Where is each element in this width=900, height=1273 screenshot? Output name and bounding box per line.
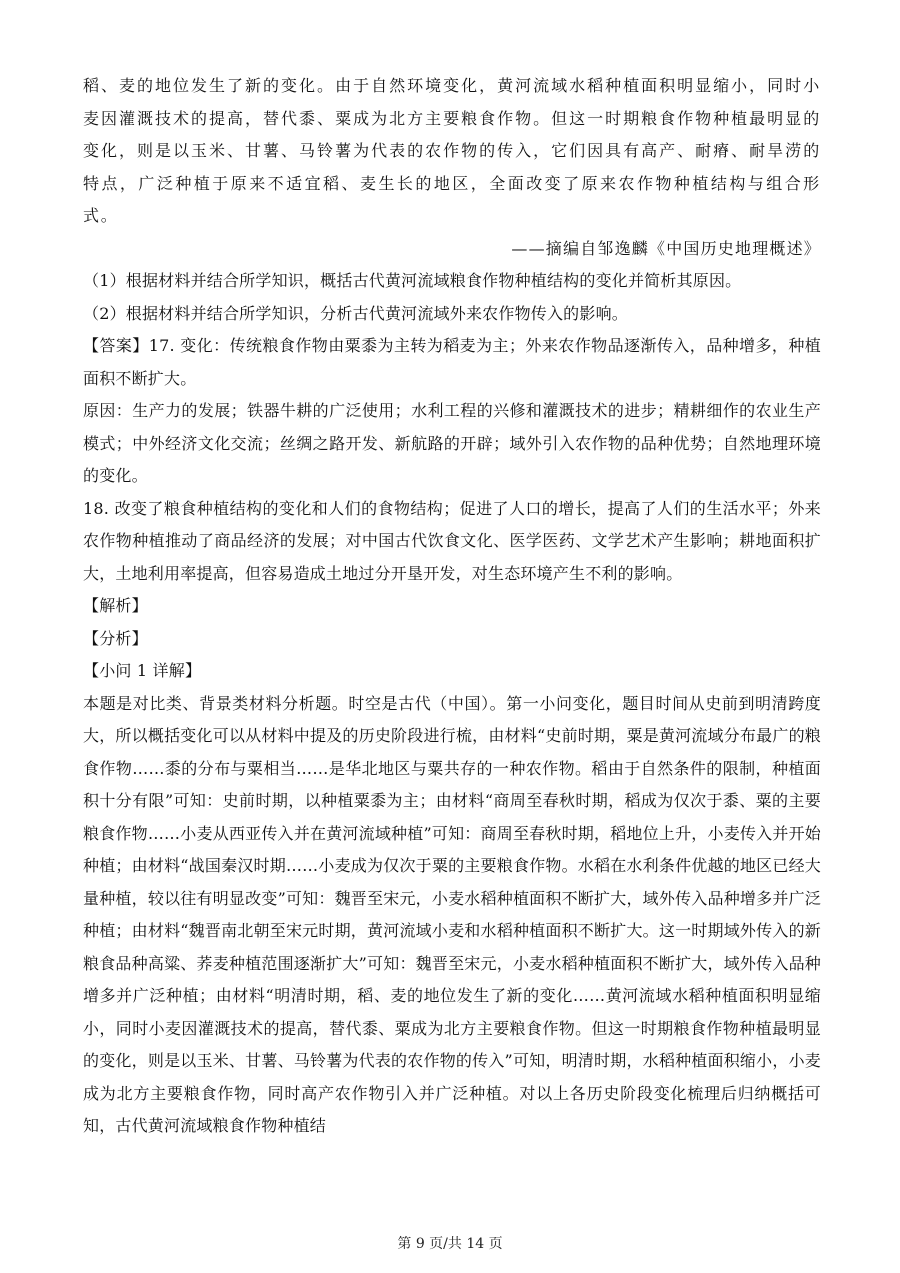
material-source: ——摘编自邹逸麟《中国历史地理概述》 <box>511 238 821 258</box>
material-text: 稻、麦的地位发生了新的变化。由于自然环境变化，黄河流域水稻种植面积明显缩小，同时小麦因灌溉技术的提高，替代黍、粟成为北方主要粮食作物。但这一时期粮食作物种植最明显的变化，则是以玉米、甘薯、马铃薯为代表的农作物的传入，它们因具有高产、耐瘠、耐旱涝的特点，广泛种植于原来不适宜稻、麦生长的地区，全面改变了原来农作物种植结构与组合形式。 <box>83 76 821 225</box>
detail-explanation: 本题是对比类、背景类材料分析题。时空是古代（中国）。第一小问变化，题目时间从史前到明清跨度大，所以概括变化可以从材料中提及的历史阶段进行梳，由材料“史前时期，粟是黄河流域分布最广的粮食作物……黍的分布与粟相当……是华北地区与粟共存的一种农作物。稻由于自然条件的限制，种植面积十分有限”可知：史前时期，以种植粟黍为主；由材料“商周至春秋时期，稻成为仅次于黍、粟的主要粮食作物……小麦从西亚传入并在黄河流域种植”可知：商周至春秋时期，稻地位上升，小麦传入并开始种植；由材料“战国秦汉时期……小麦成为仅次于粟的主要粮食作物。水稻在水利条件优越的地区已经大量种植，较以往有明显改变”可知：魏晋至宋元，小麦水稻种植面积不断扩大，域外传入品种增多并广泛种植；由材料“魏晋南北朝至宋元时期，黄河流域小麦和水稻种植面积不断扩大。这一时期域外传入的新粮食品种高粱、荞麦种植范围逐渐扩大”可知：魏晋至宋元，小麦水稻种植面积不断扩大，域外传入品种增多并广泛种植；由材料“明清时期，稻、麦的地位发生了新的变化……黄河流域水稻种植面积明显缩小，同时小麦因灌溉技术的提高，替代黍、粟成为北方主要粮食作物。但这一时期粮食作物种植最明显的变化，则是以玉米、甘薯、马铃薯为代表的农作物的传入”可知，明清时期，水稻种植面积缩小，小麦成为北方主要粮食作物，同时高产农作物引入并广泛种植。对以上各历史阶段变化梳理后归纳概括可知，古代黄河流域粮食作物种植结 <box>83 693 821 1135</box>
answer-18: 18. 改变了粮食种植结构的变化和人们的食物结构；促进了人口的增长，提高了人们的生活水平；外来农作物种植推动了商品经济的发展；对中国古代饮食文化、医学医药、文学艺术产生影响；耕地面积扩大，土地利用率提高，但容易造成土地过分开垦开发，对生态环境产生不利的影响。 <box>83 498 821 583</box>
answer-17-change: 【答案】17. 变化：传统粮食作物由粟黍为主转为稻麦为主；外来农作物品逐渐传入，品种增多，种植面积不断扩大。 <box>83 336 821 388</box>
section-fenxi: 【分析】 <box>83 628 148 648</box>
document-page <box>83 70 821 1143</box>
section-xiaowen-1: 【小问 1 详解】 <box>83 661 202 680</box>
answer-17-reason: 原因：生产力的发展；铁器牛耕的广泛使用；水利工程的兴修和灌溉技术的进步；精耕细作的农业生产模式；中外经济文化交流；丝绸之路开发、新航路的开辟；域外引入农作物的品种优势；自然地理环境的变化。 <box>83 401 821 485</box>
question-2: （2）根据材料并结合所学知识，分析古代黄河流域外来农作物传入的影响。 <box>83 303 628 323</box>
section-jiexi: 【解析】 <box>83 596 148 615</box>
page-footer: 第 9 页/共 14 页 <box>397 1236 503 1252</box>
question-1: （1）根据材料并结合所学知识，概括古代黄河流域粮食作物种植结构的变化并简析其原因。 <box>83 271 742 290</box>
